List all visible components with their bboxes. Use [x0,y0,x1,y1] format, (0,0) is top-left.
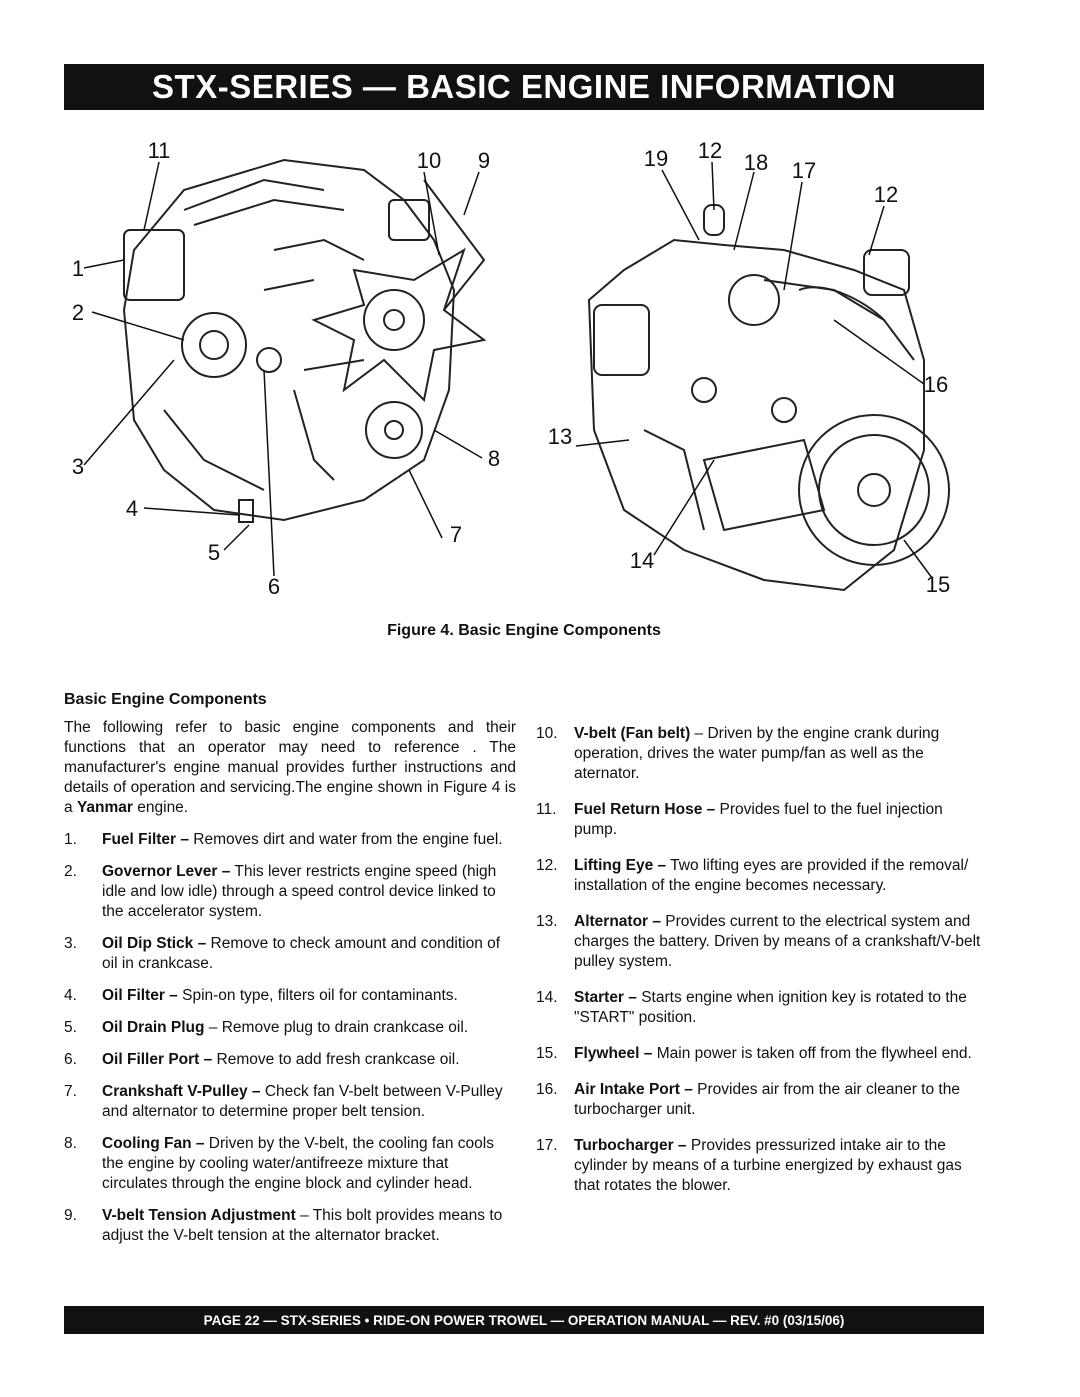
item-number: 13. [536,913,558,930]
item-number: 2. [64,863,77,880]
list-item [64,830,516,850]
callout-label: 17 [791,158,817,183]
list-item [64,986,516,1006]
page-footer: PAGE 22 — STX-SERIES • RIDE-ON POWER TROWEL — OPERATION MANUAL — REV. #0 (03/15/06) [64,1306,984,1334]
item-description: Spin-on type, filters oil for contaminants. [177,987,458,1004]
item-description: Driven by the V-belt, the cooling fan cools the engine by cooling water/antifreeze mixture that circulates through the engine block and cylinder head. [102,1135,494,1192]
callout-label: 8 [487,446,501,471]
item-number: 15. [536,1045,558,1062]
list-item [536,724,986,784]
intro-paragraph [64,718,516,818]
item-text [574,724,986,784]
item-term: Air Intake Port – [574,1081,693,1098]
item-description: Provides air from the air cleaner to the turbocharger unit. [574,1081,960,1118]
item-number: 17. [536,1137,558,1154]
item-number: 8. [64,1135,77,1152]
right-item-list [536,724,986,1196]
item-term: Lifting Eye – [574,857,667,874]
item-term: V-belt Tension Adjustment [102,1207,296,1224]
item-number: 11. [536,801,557,818]
callout-label: 11 [147,138,171,163]
item-description: This lever restricts engine speed (high idle and low idle) through a speed control device linked to the accelerator system. [102,863,497,920]
list-item [536,1080,986,1120]
item-term: V-belt (Fan belt) [574,725,691,742]
right-callouts [548,138,950,597]
item-term: Cooling Fan – [102,1135,205,1152]
callout-label: 1 [71,256,85,281]
left-engine-drawing [124,160,484,522]
callout-label: 12 [697,138,723,163]
item-description: Remove to check amount and condition of oil in crankcase. [102,935,501,972]
figure-caption: Figure 4. Basic Engine Components [387,622,661,639]
list-item [536,912,986,972]
list-item [64,1082,516,1122]
item-number: 1. [64,831,77,848]
list-item [64,1206,516,1246]
item-term: Oil Filler Port – [102,1051,213,1068]
item-term: Crankshaft V-Pulley – [102,1083,261,1100]
callout-label: 18 [743,150,769,175]
list-item [64,1018,516,1038]
list-item [536,856,986,896]
item-text [574,856,986,896]
intro-text: The following refer to basic engine components and their functions that an operator may need to reference . The manufacturer's engine manual provides further instructions and details of operation and servicing.The engine shown in Figure 4 is a [64,719,516,816]
callout-label: 15 [925,572,951,597]
callout-label: 16 [923,372,949,397]
list-item [64,862,516,922]
callout-label: 19 [643,146,669,171]
item-text [574,1136,986,1196]
item-description: Starts engine when ignition key is rotated to the "START" position. [574,989,967,1026]
item-term: Oil Dip Stick – [102,935,207,952]
item-description: – This bolt provides means to adjust the V-belt tension at the alternator bracket. [102,1207,503,1244]
item-description: – Remove plug to drain crankcase oil. [204,1019,469,1036]
item-text [102,830,516,850]
left-callouts [72,138,500,599]
item-term: Fuel Filter – [102,831,189,848]
item-number: 10. [536,725,558,742]
list-item [536,800,986,840]
callout-label: 13 [547,424,573,449]
right-leader-lines [576,162,932,578]
list-item [536,988,986,1028]
item-term: Flywheel – [574,1045,653,1062]
item-description: – Driven by the engine crank during operation, drives the water pump/fan as well as the aternator. [574,725,940,782]
item-description: Check fan V-belt between V-Pulley and alternator to determine proper belt tension. [102,1083,503,1120]
list-item [64,1134,516,1194]
item-text [102,1134,516,1194]
left-column [64,690,516,1258]
item-description: Remove to add fresh crankcase oil. [212,1051,460,1068]
item-text [102,862,516,922]
item-description: Provides fuel to the fuel injection pump. [574,801,943,838]
list-item [536,1044,986,1064]
item-number: 3. [64,935,77,952]
item-term: Starter – [574,989,637,1006]
intro-text-end: engine. [132,799,189,816]
right-column [536,724,986,1212]
item-text [102,1082,516,1122]
callout-label: 6 [267,574,281,599]
item-term: Fuel Return Hose – [574,801,716,818]
item-number: 6. [64,1051,77,1068]
item-text [102,986,516,1006]
item-description: Two lifting eyes are provided if the removal/ installation of the engine becomes necessary. [574,857,969,894]
item-text [574,1044,986,1064]
item-number: 14. [536,989,558,1006]
right-engine-drawing [589,205,949,590]
list-item [536,1136,986,1196]
callout-label: 3 [71,454,85,479]
item-text [574,800,986,840]
item-term: Governor Lever – [102,863,231,880]
item-description: Main power is taken off from the flywheel end. [652,1045,972,1062]
item-term: Oil Filter – [102,987,178,1004]
callout-label: 10 [416,148,442,173]
item-text [574,988,986,1028]
item-number: 5. [64,1019,77,1036]
item-term: Turbocharger – [574,1137,687,1154]
callout-label: 2 [71,300,85,325]
intro-brand: Yanmar [76,799,133,816]
callout-label: 14 [629,548,655,573]
item-number: 16. [536,1081,558,1098]
item-term: Alternator – [574,913,661,930]
item-description: Provides pressurized intake air to the cylinder by means of a turbine energized by exhaust gas that rotates the blower. [574,1137,962,1194]
item-text [574,1080,986,1120]
callout-label: 12 [873,182,899,207]
item-term: Oil Drain Plug [102,1019,205,1036]
item-text [102,1050,516,1070]
callout-label: 4 [125,496,139,521]
item-number: 7. [64,1083,77,1100]
engine-illustration [64,130,984,610]
item-number: 12. [536,857,558,874]
item-text [102,1206,516,1246]
section-heading: Basic Engine Components [64,691,267,708]
item-text [574,912,986,972]
item-text [102,934,516,974]
item-number: 4. [64,987,77,1004]
item-number: 9. [64,1207,77,1224]
page-title: STX-SERIES — BASIC ENGINE INFORMATION [64,64,984,110]
list-item [64,1050,516,1070]
left-item-list [64,830,516,1246]
item-description: Removes dirt and water from the engine fuel. [189,831,503,848]
list-item [64,934,516,974]
callout-label: 9 [477,148,491,173]
item-text [102,1018,516,1038]
item-description: Provides current to the electrical system and charges the battery. Driven by means of a crankshaft/V-belt pulley system. [574,913,981,970]
engine-figure [64,130,984,610]
callout-label: 5 [207,540,221,565]
callout-label: 7 [449,522,463,547]
